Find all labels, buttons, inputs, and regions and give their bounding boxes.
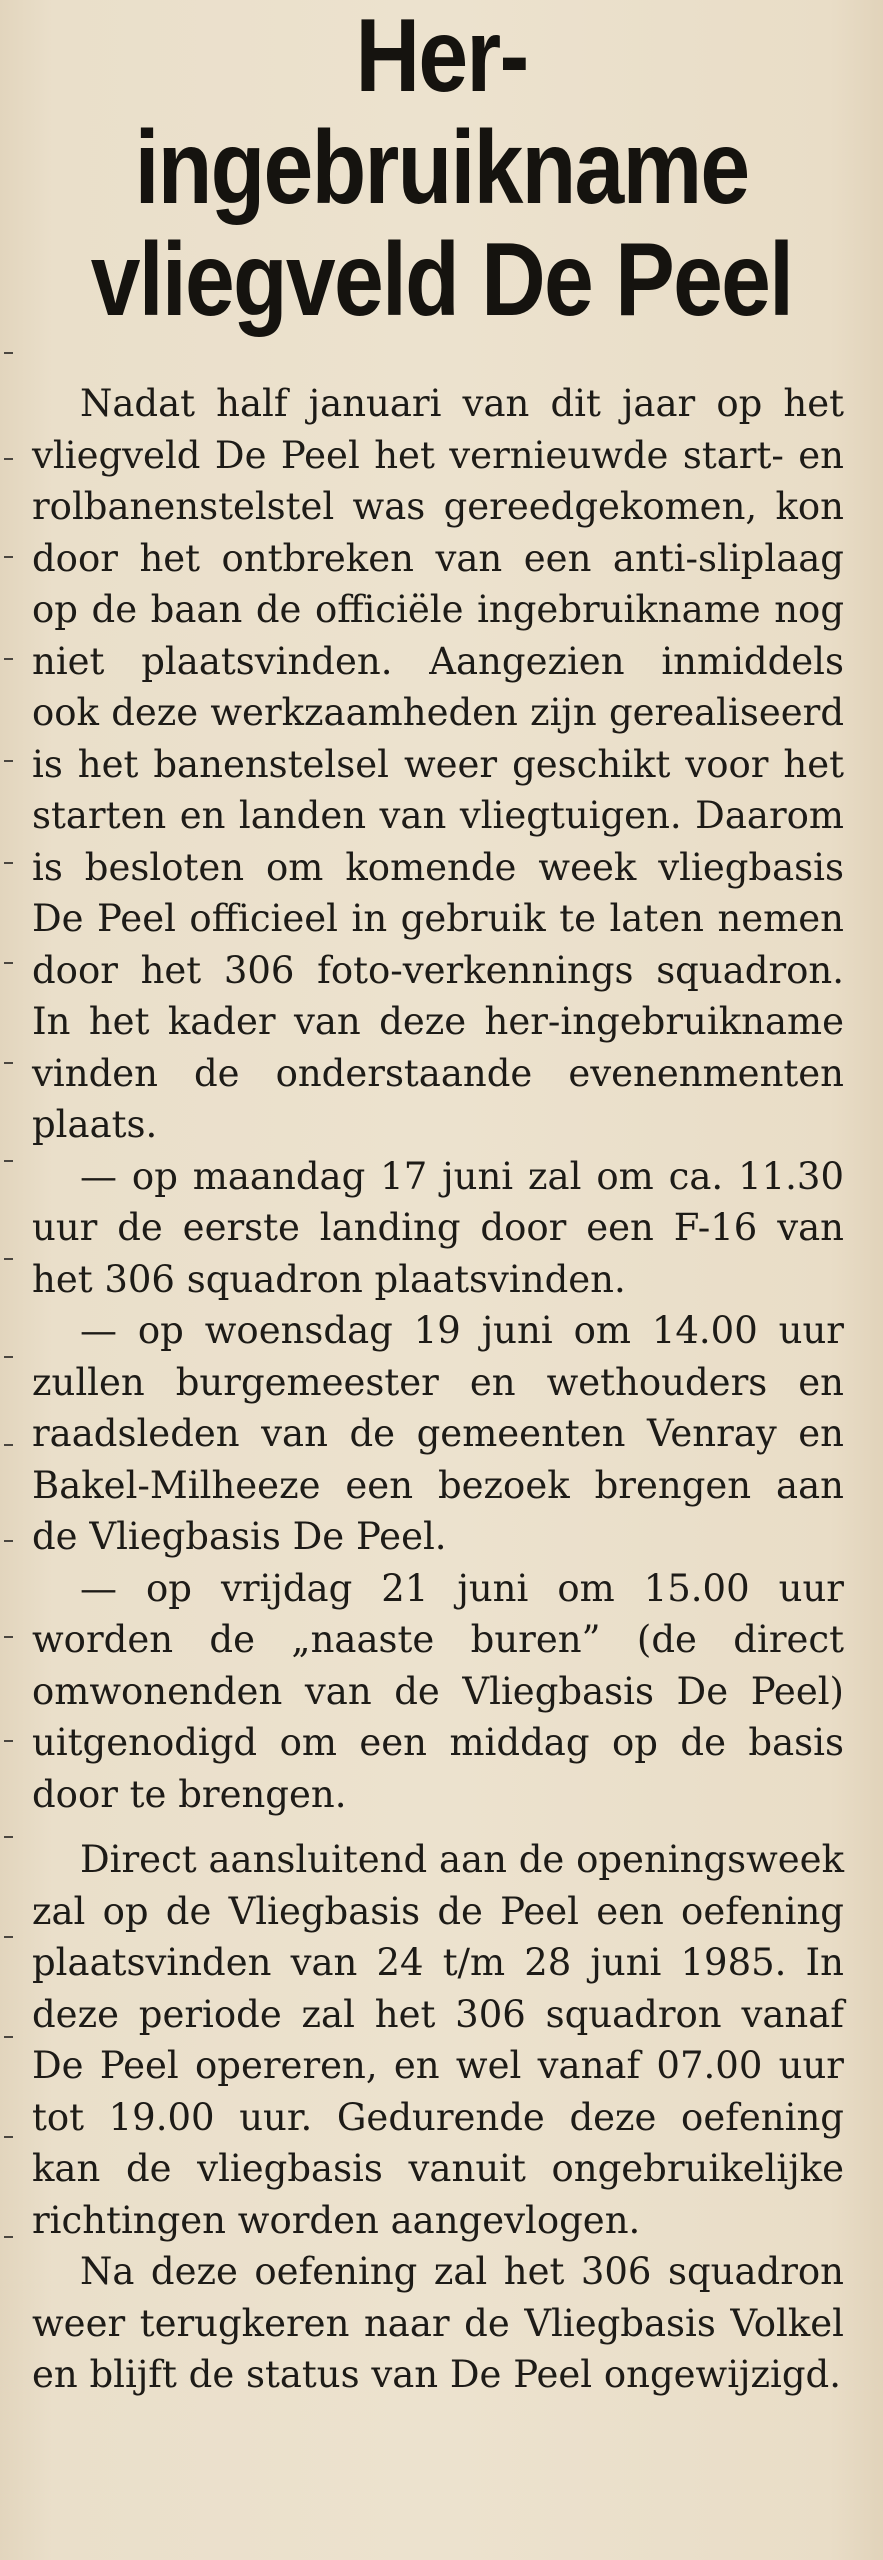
headline-line-1: Her- bbox=[355, 0, 528, 114]
paragraph-event-friday: — op vrijdag 21 juni om 15.00 uur worden de „naaste buren” (de direct omwonenden van de Vliegbasis De Peel) uitgenodigd om een middag op de basis door te brengen. bbox=[32, 1566, 844, 1816]
paragraph-exercise: Direct aansluitend aan de openingsweek zal op de Vliegbasis de Peel een oefening plaatsvinden van 24 t/m 28 juni 1985. In deze periode zal het 306 squadron vanaf De Peel opereren, en wel vanaf 07.00 uur tot 19.00 uur. Gedurende deze oefening kan de vliegbasis vanuit ongebruikelijke richtingen worden aangevlogen. bbox=[32, 1838, 844, 2242]
article-body bbox=[32, 378, 844, 2401]
column-rule-ticks bbox=[0, 0, 20, 2560]
paragraph-closing: Na deze oefening zal het 306 squadron weer terugkeren naar de Vliegbasis Volkel en blijft de status van De Peel ongewijzigd. bbox=[32, 2250, 844, 2396]
headline bbox=[79, 0, 804, 336]
paragraph-event-wednesday: — op woensdag 19 juni om 14.00 uur zullen burgemeester en wethouders en raadsleden van de gemeenten Venray en Bakel-Milheeze een bezoek brengen aan de Vliegbasis De Peel. bbox=[32, 1309, 844, 1558]
headline-line-3: vliegveld De Peel bbox=[90, 222, 793, 338]
headline-line-2: ingebruikname bbox=[134, 110, 749, 226]
paragraph-intro: Nadat half januari van dit jaar op het vliegveld De Peel het vernieuwde start- en rolbanenstelstel was gereedgekomen, kon door het ontbreken van een anti-sliplaag op de baan de officiële ingebruikname nog niet plaatsvinden. Aangezien inmiddels ook deze werkzaamheden zijn gerealiseerd is het banenstelsel weer geschikt voor het starten en landen van vliegtuigen. Daarom is besloten om komende week vliegbasis De Peel officieel in gebruik te laten nemen door het 306 foto-verkennings squadron. In het kader van deze her-ingebruikname vinden de onderstaande evenenmenten plaats. bbox=[32, 382, 844, 1146]
paragraph-event-monday: — op maandag 17 juni zal om ca. 11.30 uur de eerste landing door een F-16 van het 306 squadron plaatsvinden. bbox=[32, 1154, 844, 1301]
